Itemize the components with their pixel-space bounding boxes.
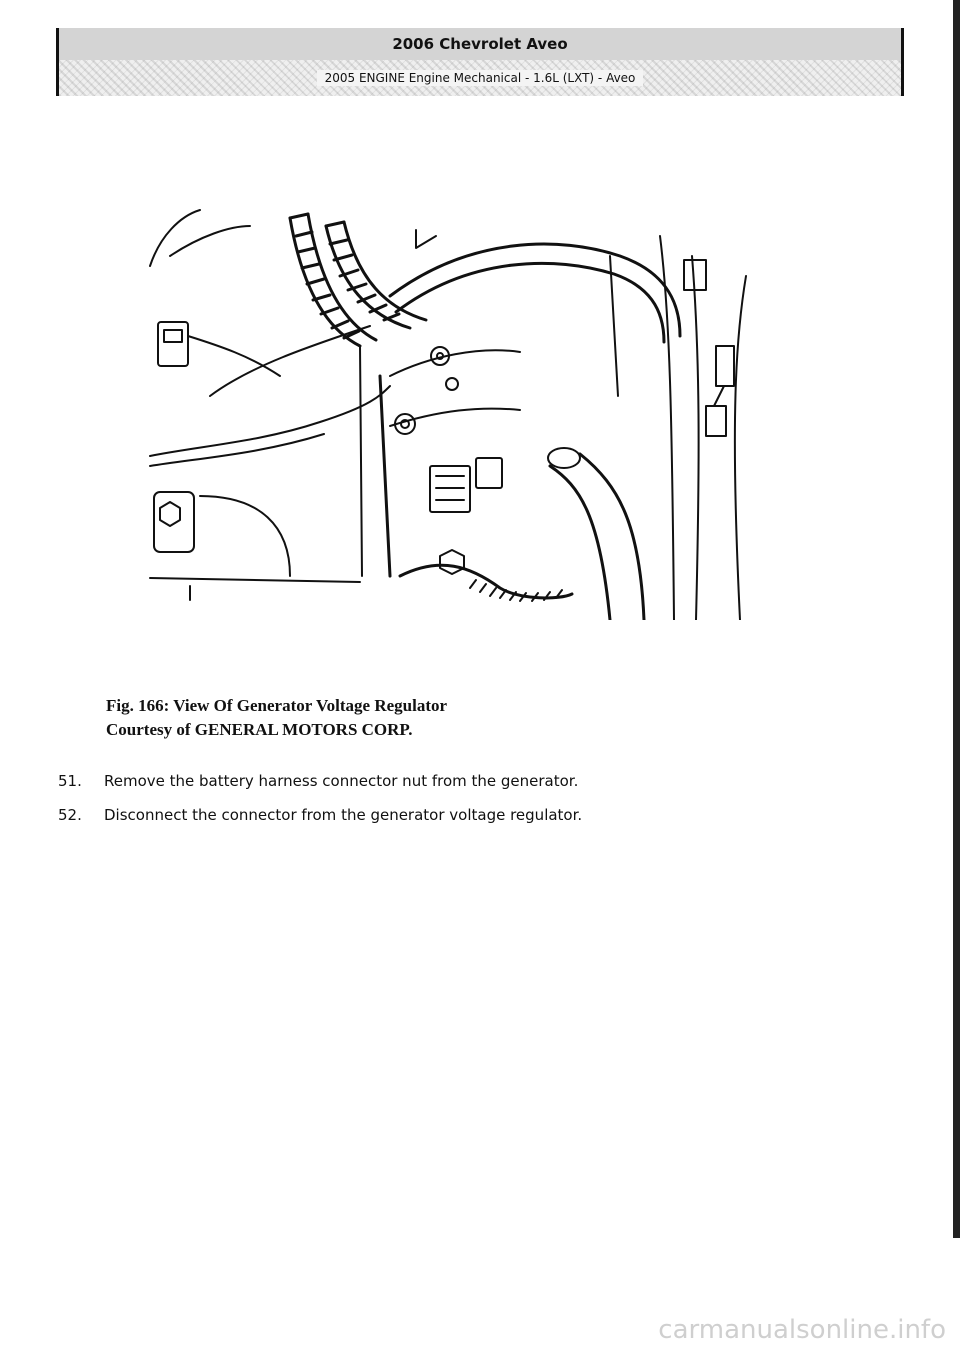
figure-caption-title: Fig. 166: View Of Generator Voltage Regulator [106,696,448,715]
document-subtitle-band [59,60,901,96]
figure-caption [106,694,447,742]
document-subtitle: 2005 ENGINE Engine Mechanical - 1.6L (LXT) - Aveo [317,70,644,86]
procedure-step [58,764,878,798]
step-number: 52. [58,806,82,824]
site-watermark: carmanualsonline.info [658,1315,946,1345]
figure-caption-credit: Courtesy of GENERAL MOTORS CORP. [106,720,413,739]
page-edge-rule [953,0,960,1238]
procedure-step [58,798,878,832]
wiring-harness-conduit [290,214,426,346]
step-text: Remove the battery harness connector nut from the generator. [104,772,579,790]
page-header [56,28,904,96]
generator-voltage-regulator-illustration [140,196,772,620]
procedure-steps [58,764,878,832]
step-number: 51. [58,772,82,790]
step-text: Disconnect the connector from the generator voltage regulator. [104,806,583,824]
document-title: 2006 Chevrolet Aveo [59,28,901,60]
